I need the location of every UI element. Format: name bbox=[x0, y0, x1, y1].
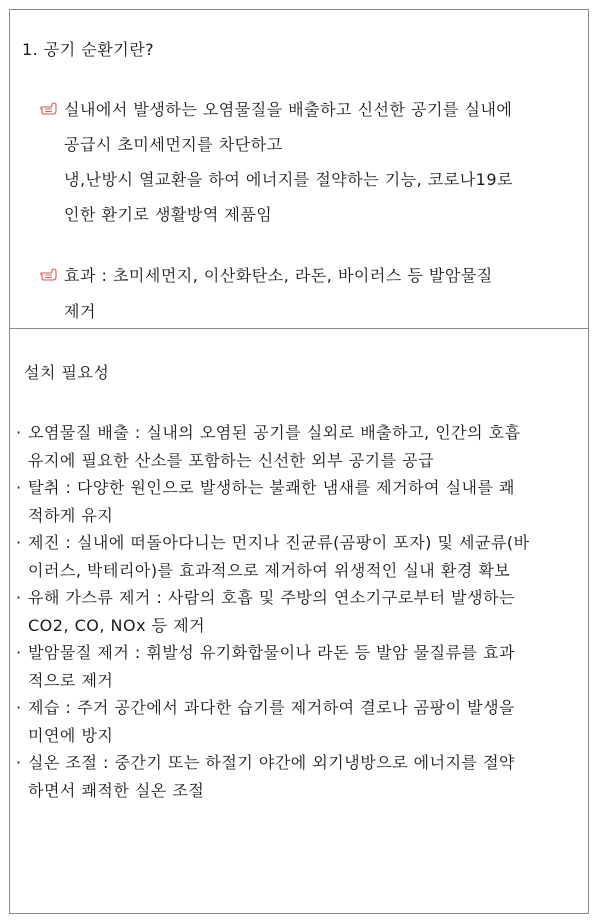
bullet-line: CO2, CO, NOx 등 제거 bbox=[28, 615, 206, 635]
list-item bbox=[16, 584, 586, 639]
bullet-line: 유지에 필요한 산소를 포함하는 신선한 외부 공기를 공급 bbox=[28, 450, 435, 470]
list-item bbox=[16, 639, 586, 694]
bullet-line: 미연에 방지 bbox=[28, 725, 114, 745]
bullet-line: 탈취 : 다양한 원인으로 발생하는 불쾌한 냄새를 제거하여 실내를 쾌 bbox=[28, 478, 515, 497]
list-item bbox=[16, 529, 586, 584]
definition-line: 인한 환기로 생활방역 제품임 bbox=[64, 205, 273, 224]
bullet-marker: · bbox=[16, 643, 22, 662]
list-item bbox=[16, 694, 586, 749]
bullet-line: 오염물질 배출 : 실내의 오염된 공기를 실외로 배출하고, 인간의 호흡 bbox=[28, 423, 521, 442]
section-divider bbox=[10, 328, 588, 329]
pointing-hand-icon bbox=[40, 268, 58, 286]
bullet-line: 적하게 유지 bbox=[28, 505, 114, 525]
necessity-bullet-list bbox=[16, 419, 586, 804]
bullet-line: 유해 가스류 제거 : 사람의 호흡 및 주방의 연소기구로부터 발생하는 bbox=[28, 588, 515, 607]
definition-line: 냉,난방시 열교환을 하여 에너지를 절약하는 기능, 코로나19로 bbox=[64, 170, 513, 189]
bullet-marker: · bbox=[16, 533, 22, 552]
pointing-hand-icon-svg bbox=[40, 268, 58, 282]
bullet-line: 하면서 쾌적한 실온 조절 bbox=[28, 780, 205, 800]
effect-paragraph bbox=[64, 258, 584, 330]
bullet-line: 이러스, 박테리아)를 효과적으로 제거하여 위생적인 실내 환경 확보 bbox=[28, 560, 511, 580]
bullet-line: 적으로 제거 bbox=[28, 670, 114, 690]
definition-line: 공급시 초미세먼지를 차단하고 bbox=[64, 135, 283, 154]
effect-line: 효과 : 초미세먼지, 이산화탄소, 라돈, 바이러스 등 발암물질 bbox=[64, 266, 493, 285]
definition-paragraph bbox=[64, 92, 584, 232]
section2-title: 설치 필요성 bbox=[24, 363, 110, 382]
list-item bbox=[16, 474, 586, 529]
pointing-hand-icon bbox=[40, 102, 58, 120]
section1-title: 1. 공기 순환기란? bbox=[22, 40, 155, 59]
list-item bbox=[16, 419, 586, 474]
bullet-marker: · bbox=[16, 698, 22, 717]
bullet-marker: · bbox=[16, 478, 22, 497]
bullet-line: 발암물질 제거 : 휘발성 유기화합물이나 라돈 등 발암 물질류를 효과 bbox=[28, 643, 515, 662]
bullet-line: 제습 : 주거 공간에서 과다한 습기를 제거하여 결로나 곰팡이 발생을 bbox=[28, 698, 515, 717]
effect-line: 제거 bbox=[64, 302, 96, 321]
pointing-hand-icon-svg bbox=[40, 102, 58, 116]
bullet-line: 제진 : 실내에 떠돌아다니는 먼지나 진균류(곰팡이 포자) 및 세균류(바 bbox=[28, 533, 530, 552]
bullet-marker: · bbox=[16, 588, 22, 607]
definition-line: 실내에서 발생하는 오염물질을 배출하고 신선한 공기를 실내에 bbox=[64, 100, 513, 119]
list-item bbox=[16, 749, 586, 804]
bullet-marker: · bbox=[16, 423, 22, 442]
bullet-line: 실온 조절 : 중간기 또는 하절기 야간에 외기냉방으로 에너지를 절약 bbox=[28, 753, 515, 772]
document-frame bbox=[9, 9, 589, 914]
bullet-marker: · bbox=[16, 753, 22, 772]
